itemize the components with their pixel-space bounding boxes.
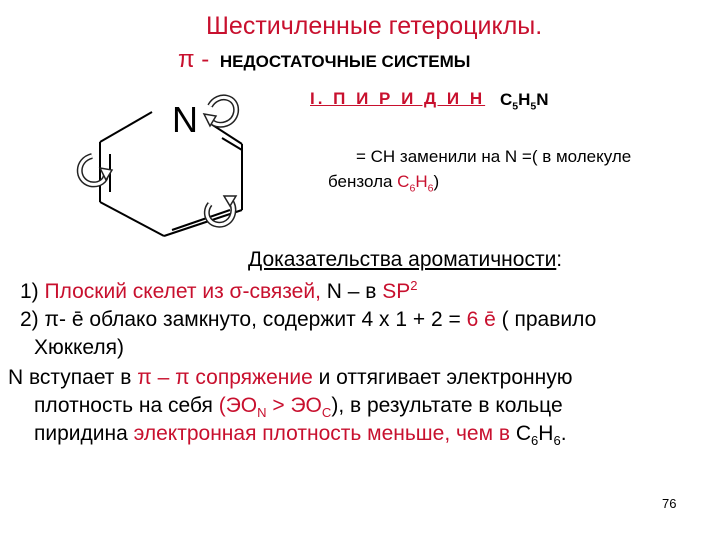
- nitrogen-atom-label: N: [172, 99, 198, 140]
- slide-title: Шестичленные гетероциклы.: [206, 12, 543, 40]
- point-1-number: 1): [20, 280, 45, 303]
- pi-symbol: π: [178, 46, 195, 73]
- proof-point-2: [20, 308, 596, 332]
- line6-h: H: [538, 422, 554, 445]
- line4-start: N вступает в: [8, 366, 138, 389]
- point-1-sp: SP: [382, 280, 411, 303]
- point-1-sp-sup: 2: [410, 278, 418, 293]
- line6-c: C: [515, 422, 532, 445]
- point-1-mid: N – в: [320, 280, 383, 303]
- note-h-sub: 6: [427, 182, 434, 195]
- point-2-text: π- ē облако замкнуто, содержит 4 х 1 + 2 =: [44, 308, 467, 331]
- point-2-six-electrons: 6 ē: [466, 308, 496, 331]
- line4-conjugation: π – π сопряжение: [137, 366, 313, 389]
- note-c-sub: 6: [409, 182, 416, 195]
- point-2-rule: ( правило: [495, 308, 597, 331]
- line5-eo-c: C: [321, 405, 332, 421]
- bond-c4-c3: [100, 202, 164, 236]
- line6-h-sub: 6: [553, 433, 561, 449]
- pyridine-formula: [500, 90, 549, 112]
- line5-eo-n: N: [257, 405, 267, 421]
- formula-c-sub: 5: [512, 100, 519, 113]
- formula-c: C: [500, 90, 513, 109]
- formula-h: H: [518, 90, 531, 109]
- point-2-number: 2): [20, 308, 45, 331]
- pyridine-heading: I. П И Р И Д И Н: [310, 89, 486, 108]
- line6-red-text: электронная плотность меньше, чем в: [133, 422, 516, 445]
- line6-c-sub: 6: [531, 433, 539, 449]
- curved-arrow-top-icon: [204, 97, 236, 126]
- line6-end: .: [560, 422, 567, 445]
- proof-colon: :: [556, 248, 563, 271]
- note-suffix: ): [433, 172, 440, 191]
- page-number: 76: [662, 496, 677, 511]
- aromaticity-proof-heading: [248, 248, 562, 272]
- line5-gt-eo: > ЭО: [266, 394, 322, 417]
- line4-end: и оттягивает электронную: [312, 366, 573, 389]
- electron-density-line: [34, 394, 563, 420]
- note-c: C: [397, 172, 410, 191]
- formula-h-sub: 5: [530, 100, 537, 113]
- line6-start: пиридина: [34, 422, 134, 445]
- proof-point-2-continued: Хюккеля): [34, 336, 124, 359]
- note-prefix: бензола: [328, 172, 398, 191]
- pi-subtitle: НЕДОСТАТОЧНЫЕ СИСТЕМЫ: [219, 52, 471, 71]
- bond-n-c2: [100, 112, 152, 142]
- double-bond-n-c6-inner: [222, 138, 242, 150]
- line5-start: плотность на себя: [34, 394, 219, 417]
- note-h: H: [415, 172, 428, 191]
- curved-arrow-bottom-icon: [207, 196, 236, 225]
- pi-deficient-heading: [178, 46, 470, 74]
- point-1-text: Плоский скелет из σ-связей,: [44, 280, 321, 303]
- pi-dash: -: [194, 46, 216, 73]
- pyridine-density-line: [34, 422, 567, 448]
- line5-end: , в результате в кольце: [338, 394, 563, 417]
- note-line-1: = CH заменили на N =( в молекуле: [356, 147, 632, 166]
- line5-eo: (ЭО: [218, 394, 258, 417]
- note-line-2: [328, 172, 439, 194]
- nitrogen-conjugation-line: [8, 366, 572, 390]
- pyridine-structure-diagram: [60, 84, 310, 254]
- formula-n: N: [536, 90, 549, 109]
- curved-arrow-left-icon: [80, 156, 112, 184]
- line5-close: ): [331, 394, 339, 417]
- proof-title: Доказательства ароматичности: [248, 248, 557, 271]
- proof-point-1: [20, 278, 418, 304]
